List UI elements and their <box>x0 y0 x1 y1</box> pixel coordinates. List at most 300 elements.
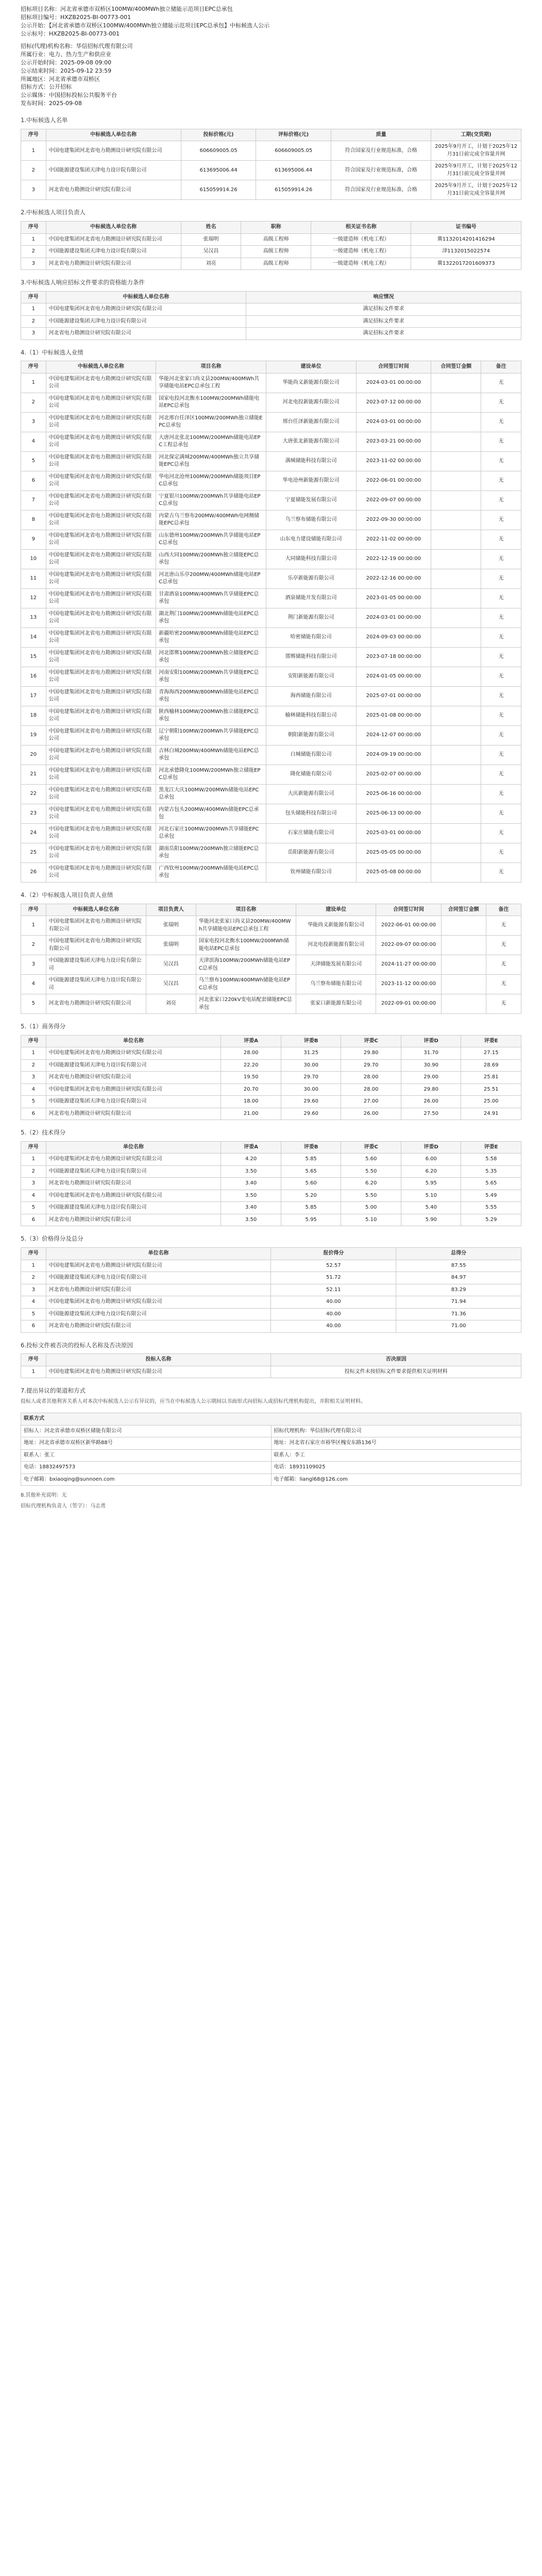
table-cell: 天津滨海100MW/200MWh储能电站EPC总承包 <box>196 955 296 975</box>
table-cell: 华电沧州新能源有限公司 <box>266 471 356 490</box>
contact-cell: 地址：河北省石家庄市裕华区槐安东路136号 <box>271 1437 521 1450</box>
table-cell <box>441 936 486 955</box>
column-header: 备注 <box>481 361 521 374</box>
table-cell: 5.95 <box>281 1214 341 1226</box>
column-header: 序号 <box>21 1035 46 1047</box>
header-block <box>21 5 521 38</box>
table-row <box>21 647 521 667</box>
table-cell: 5.85 <box>281 1202 341 1214</box>
table-cell <box>441 955 486 975</box>
table-cell: 中国能源建设集团天津电力设计院有限公司 <box>46 315 246 328</box>
table-cell: 无 <box>486 916 521 936</box>
table-cell: 5.10 <box>401 1190 461 1202</box>
table-cell: 中国电建集团河北省电力勘测设计研究院有限公司 <box>46 588 156 608</box>
table-cell: 中国电建集团河北省电力勘测设计研究院有限公司 <box>46 373 156 393</box>
table-cell: 无 <box>481 588 521 608</box>
table-cell: 大同储能科技有限公司 <box>266 549 356 569</box>
project-manager-table <box>21 221 521 270</box>
table-cell: 1 <box>21 373 46 393</box>
table-cell: 河北张家口220kV变电站配套储能EPC总承包 <box>196 994 296 1014</box>
table-row <box>21 432 521 451</box>
table-cell: 中国电建集团河北省电力勘测设计研究院有限公司 <box>46 530 156 549</box>
table-cell: 2025-06-16 00:00:00 <box>356 784 431 804</box>
table-cell <box>431 490 481 510</box>
table-cell: 中国电建集团河北省电力勘测设计研究院有限公司 <box>46 936 146 955</box>
table-cell: 中国能源建设集团天津电力设计院有限公司 <box>46 1059 221 1072</box>
table-cell: 5.00 <box>341 1202 401 1214</box>
table-cell: 无 <box>481 725 521 745</box>
table-cell: 中国电建集团河北省电力勘测设计研究院有限公司 <box>46 823 156 843</box>
table-cell: 河北省电力勘测设计研究院有限公司 <box>46 180 181 200</box>
table-cell: 613695006.44 <box>181 161 256 180</box>
table-cell: 山东电力建设储能有限公司 <box>266 530 356 549</box>
table-cell: 18.00 <box>221 1096 281 1108</box>
table-cell: 山西大同100MW/200MWh独立储能EPC总承包 <box>156 549 266 569</box>
table-cell: 无 <box>486 994 521 1014</box>
table-cell: 1 <box>21 303 46 316</box>
table-cell: 国家电投河北衡水100MW/200MWh储能电站EPC总承包 <box>156 393 266 412</box>
table-row <box>21 412 521 432</box>
table-cell: 中国电建集团河北省电力勘测设计研究院有限公司 <box>46 725 156 745</box>
section-title: 5.（2）技术得分 <box>21 1129 66 1137</box>
table-cell: 2023-11-12 00:00:00 <box>376 975 441 994</box>
table-cell: 2024-12-07 00:00:00 <box>356 725 431 745</box>
column-header: 单位名称 <box>46 1141 221 1154</box>
table-cell: 乐亭新能源有限公司 <box>266 569 356 588</box>
contact-cell: 电子邮箱：liangl68@126.com <box>271 1473 521 1486</box>
table-row <box>21 233 521 246</box>
table-cell: 满足招标文件要求 <box>246 303 521 316</box>
table-cell: 中国电建集团河北省电力勘测设计研究院有限公司 <box>46 1047 221 1060</box>
table-cell: 5.20 <box>281 1190 341 1202</box>
table-cell: 5 <box>21 1308 46 1320</box>
table-cell: 1 <box>21 233 46 246</box>
table-cell: 26.00 <box>401 1096 461 1108</box>
column-header: 合同签订金额 <box>441 904 486 916</box>
table-cell: 5.50 <box>341 1190 401 1202</box>
table-cell: 2024-03-01 00:00:00 <box>356 608 431 628</box>
table-cell: 4 <box>21 1296 46 1309</box>
table-cell: 中国能源建设集团天津电力设计院有限公司 <box>46 1165 221 1178</box>
header-line: 公示开始：【河北省承德市双桥区100MW/400MWh独立储能示范项目EPC总承包】中标候选人公示 <box>21 22 270 29</box>
table-cell: 一级建造师（机电工程） <box>311 233 411 246</box>
table-cell: 河北省电力勘测设计研究院有限公司 <box>46 1214 221 1226</box>
table-row <box>21 823 521 843</box>
table-cell: 20 <box>21 745 46 765</box>
table-cell: 中国能源建设集团天津电力设计院有限公司 <box>46 1096 221 1108</box>
table-cell: 21 <box>21 765 46 784</box>
table-row <box>21 1165 521 1178</box>
table-cell: 2 <box>21 1059 46 1072</box>
table-cell: 中国电建集团河北省电力勘测设计研究院有限公司 <box>46 804 156 823</box>
table-row <box>21 804 521 823</box>
table-row <box>21 328 521 340</box>
table-cell: 5.29 <box>461 1214 521 1226</box>
table-cell: 内蒙古包头200MW/400MWh储能EPC总承包 <box>156 804 266 823</box>
table-cell: 28.00 <box>221 1047 281 1060</box>
table-cell: 中国电建集团河北省电力勘测设计研究院有限公司 <box>46 784 156 804</box>
table-cell: 3 <box>21 1178 46 1190</box>
table-cell: 5.60 <box>341 1154 401 1166</box>
table-cell: 5 <box>21 1202 46 1214</box>
business-score-table <box>21 1035 521 1121</box>
column-header: 评委D <box>401 1035 461 1047</box>
table-cell <box>431 530 481 549</box>
table-cell: 5.50 <box>341 1165 401 1178</box>
column-header: 否决原因 <box>271 1354 521 1366</box>
table-cell: 中国电建集团河北省电力勘测设计研究院有限公司 <box>46 303 246 316</box>
meta-line: 公示结束时间：2025-09-12 23:59 <box>21 67 112 74</box>
table-cell: 吴汉昌 <box>181 246 241 258</box>
contact-table <box>21 1413 521 1486</box>
table-cell: 27.50 <box>401 1108 461 1120</box>
table-cell: 中国能源建设集团天津电力设计院有限公司 <box>46 975 146 994</box>
table-cell: 一级建造师（机电工程） <box>311 258 411 270</box>
contact-row <box>21 1437 521 1450</box>
section-title: 5.（3）价格得分及总分 <box>21 1235 83 1243</box>
table-cell: 邯郸储能科技有限公司 <box>266 647 356 667</box>
table-cell: 陕西榆林100MW/200MWh独立储能EPC总承包 <box>156 706 266 725</box>
table-cell <box>431 510 481 530</box>
table-cell: 29.80 <box>341 1047 401 1060</box>
table-cell: 5.10 <box>341 1214 401 1226</box>
table-cell <box>431 393 481 412</box>
table-cell <box>431 451 481 471</box>
table-cell: 6 <box>21 471 46 490</box>
table-cell: 国家电投河北衡水100MW/200MWh储能电站EPC总承包 <box>196 936 296 955</box>
table-cell: 无 <box>481 510 521 530</box>
table-cell: 满足招标文件要求 <box>246 328 521 340</box>
table-cell: 2025-06-13 00:00:00 <box>356 804 431 823</box>
table-row <box>21 955 521 975</box>
table-cell: 隆化储能有限公司 <box>266 765 356 784</box>
price-score-table <box>21 1247 521 1333</box>
meta-line: 招标方式：公开招标 <box>21 83 72 91</box>
table-cell: 中国电建集团河北省电力勘测设计研究院有限公司 <box>46 628 156 647</box>
table-cell: 19 <box>21 725 46 745</box>
table-cell: 哈密储能有限公司 <box>266 628 356 647</box>
table-cell: 无 <box>481 804 521 823</box>
table-cell <box>441 975 486 994</box>
table-cell: 28.00 <box>341 1083 401 1096</box>
column-header: 相关证书名称 <box>311 222 411 234</box>
table-row <box>21 471 521 490</box>
table-cell: 新疆哈密200MW/800MWh储能电站EPC总承包 <box>156 628 266 647</box>
table-cell: 606609005.05 <box>181 141 256 161</box>
table-cell: 中国电建集团河北省电力勘测设计研究院有限公司 <box>46 1154 221 1166</box>
column-header: 响应情况 <box>246 291 521 303</box>
table-cell: 中国电建集团河北省电力勘测设计研究院有限公司 <box>46 608 156 628</box>
table-row <box>21 1202 521 1214</box>
table-cell: 2022-06-01 00:00:00 <box>356 471 431 490</box>
table-cell: 中国电建集团河北省电力勘测设计研究院有限公司 <box>46 843 156 862</box>
table-cell: 投标文件未按招标文件要求提供相关证明材料 <box>271 1366 521 1378</box>
table-cell: 张瑞明 <box>146 916 196 936</box>
column-header: 证书编号 <box>411 222 521 234</box>
table-cell: 5.90 <box>401 1214 461 1226</box>
table-cell <box>431 765 481 784</box>
table-cell: 2 <box>21 246 46 258</box>
table-cell: 华能河北张家口尚义县200MW/400MWh共享储能电站EPC总承包工程 <box>196 916 296 936</box>
table-cell: 4.20 <box>221 1154 281 1166</box>
table-cell: 黑龙江大庆100MW/200MWh储能电站EPC总承包 <box>156 784 266 804</box>
table-cell: 71.36 <box>396 1308 521 1320</box>
table-cell: 10 <box>21 549 46 569</box>
table-cell: 岳阳新能源有限公司 <box>266 843 356 862</box>
table-cell: 5.40 <box>401 1202 461 1214</box>
table-cell: 2 <box>21 315 46 328</box>
table-cell: 中国电建集团河北省电力勘测设计研究院有限公司 <box>46 569 156 588</box>
table-cell: 乌兰察布储能有限公司 <box>296 975 376 994</box>
contact-row <box>21 1449 521 1462</box>
table-cell: 3.50 <box>221 1165 281 1178</box>
table-row <box>21 1059 521 1072</box>
table-cell: 河南安阳100MW/200MWh共享储能EPC总承包 <box>156 667 266 686</box>
table-row <box>21 141 521 161</box>
contact-cell: 电话：18832497573 <box>21 1462 272 1474</box>
table-cell <box>431 412 481 432</box>
table-cell: 无 <box>481 667 521 686</box>
table-row <box>21 1047 521 1060</box>
table-cell: 30.00 <box>281 1083 341 1096</box>
table-cell: 19.50 <box>221 1072 281 1084</box>
table-row <box>21 975 521 994</box>
table-cell <box>431 862 481 882</box>
table-row <box>21 994 521 1014</box>
meta-line: 发布时间：2025-09-08 <box>21 100 82 107</box>
table-cell: 符合国家及行业规范标准，合格 <box>331 180 431 200</box>
table-cell: 中国能源建设集团天津电力设计院有限公司 <box>46 161 181 180</box>
table-cell: 1 <box>21 1260 46 1272</box>
table-cell: 中国电建集团河北省电力勘测设计研究院有限公司 <box>46 765 156 784</box>
table-cell: 无 <box>481 765 521 784</box>
table-cell: 河北邯郸100MW/200MWh独立储能EPC总承包 <box>156 647 266 667</box>
contact-cell: 电子邮箱：bxiaoqing@sunnoen.com <box>21 1473 272 1486</box>
table-cell: 中国电建集团河北省电力勘测设计研究院有限公司 <box>46 686 156 706</box>
table-cell: 5.58 <box>461 1154 521 1166</box>
table-cell: 2024-09-19 00:00:00 <box>356 745 431 765</box>
table-cell <box>431 667 481 686</box>
table-cell: 榆林储能科技有限公司 <box>266 706 356 725</box>
table-cell <box>431 706 481 725</box>
table-cell: 冀1132014201416294 <box>411 233 521 246</box>
table-cell: 无 <box>481 843 521 862</box>
meta-line: 公示开始时间：2025-09-08 09:00 <box>21 59 112 66</box>
table-cell: 中国电建集团河北省电力勘测设计研究院有限公司 <box>46 141 181 161</box>
table-row <box>21 1083 521 1096</box>
table-row <box>21 916 521 936</box>
table-cell: 24.91 <box>461 1108 521 1120</box>
column-header: 序号 <box>21 129 46 141</box>
table-cell: 2024-03-01 00:00:00 <box>356 373 431 393</box>
table-cell: 5.95 <box>401 1178 461 1190</box>
table-row <box>21 1072 521 1084</box>
table-cell: 40.00 <box>271 1296 396 1309</box>
table-row <box>21 1154 521 1166</box>
table-cell: 无 <box>481 823 521 843</box>
table-cell: 内蒙古乌兰察布200MW/400MWh电网侧储能EPC总承包 <box>156 510 266 530</box>
table-row <box>21 549 521 569</box>
column-header: 单位名称 <box>46 1035 221 1047</box>
column-header: 评委C <box>341 1035 401 1047</box>
table-cell: 2025-05-08 00:00:00 <box>356 862 431 882</box>
table-cell: 青海海西200MW/800MWh储能电站EPC总承包 <box>156 686 266 706</box>
table-cell: 中国电建集团河北省电力勘测设计研究院有限公司 <box>46 451 156 471</box>
table-cell: 26.00 <box>341 1108 401 1120</box>
meta-line: 公示媒体：中国招标投标公共服务平台 <box>21 92 117 99</box>
table-cell: 11 <box>21 569 46 588</box>
table-cell: 5.35 <box>461 1165 521 1178</box>
table-row <box>21 530 521 549</box>
table-cell: 5 <box>21 451 46 471</box>
table-cell: 无 <box>481 745 521 765</box>
section-title: 5.（1）商务得分 <box>21 1023 66 1030</box>
table-cell: 6.20 <box>341 1178 401 1190</box>
table-cell: 71.00 <box>396 1320 521 1333</box>
table-cell: 5.60 <box>281 1178 341 1190</box>
column-header: 投标价格(元) <box>181 129 256 141</box>
contact-row <box>21 1425 521 1437</box>
table-cell: 无 <box>481 530 521 549</box>
table-cell: 3 <box>21 180 46 200</box>
table-cell: 2 <box>21 393 46 412</box>
table-cell: 高级工程师 <box>241 246 311 258</box>
table-cell: 湖北荆门100MW/200MWh储能电站EPC总承包 <box>156 608 266 628</box>
table-cell <box>431 647 481 667</box>
table-cell: 河北石家庄100MW/200MWh共享储能EPC总承包 <box>156 823 266 843</box>
table-cell: 1 <box>21 1154 46 1166</box>
table-cell: 河北省电力勘测设计研究院有限公司 <box>46 1320 271 1333</box>
table-cell: 3 <box>21 955 46 975</box>
table-cell: 2 <box>21 1165 46 1178</box>
table-cell: 2025-03-01 00:00:00 <box>356 823 431 843</box>
table-cell: 乌兰察布100MW/400MWh储能电站EPC总承包 <box>196 975 296 994</box>
table-cell: 中国电建集团河北省电力勘测设计研究院有限公司 <box>46 667 156 686</box>
table-cell: 华能尚义新能源有限公司 <box>266 373 356 393</box>
table-cell: 28.00 <box>341 1072 401 1084</box>
table-cell: 津1132015022574 <box>411 246 521 258</box>
table-cell: 中国电建集团河北省电力勘测设计研究院有限公司 <box>46 1260 271 1272</box>
table-cell <box>431 373 481 393</box>
contact-cell: 招标人：河北省承德市双桥区储能有限公司 <box>21 1425 272 1437</box>
column-header: 评委B <box>281 1035 341 1047</box>
column-header: 评标价格(元) <box>256 129 331 141</box>
table-cell: 3 <box>21 328 46 340</box>
objection-text: 投标人或者其他利害关系人对本次中标候选人公示有异议的，应当在中标候选人公示期间以书面形式向招标人或招标代理机构提出，并附相关证明材料。 <box>21 1398 366 1404</box>
table-cell: 52.11 <box>271 1284 396 1296</box>
column-header: 序号 <box>21 904 46 916</box>
table-cell: 2 <box>21 936 46 955</box>
column-header: 评委E <box>461 1035 521 1047</box>
column-header: 序号 <box>21 222 46 234</box>
table-cell: 华能河北张家口尚义县200MW/400MWh共享储能电站EPC总承包工程 <box>156 373 266 393</box>
table-cell: 5.65 <box>281 1165 341 1178</box>
table-cell: 河北邢台任泽区100MW/200MWh独立储能EPC总承包 <box>156 412 266 432</box>
column-header: 质量 <box>331 129 431 141</box>
column-header: 中标候选人单位名称 <box>46 904 146 916</box>
table-cell: 29.70 <box>281 1072 341 1084</box>
table-cell: 3 <box>21 412 46 432</box>
table-cell: 河北省电力勘测设计研究院有限公司 <box>46 328 246 340</box>
table-cell: 22.20 <box>221 1059 281 1072</box>
table-cell: 大庆新能源有限公司 <box>266 784 356 804</box>
contact-cell: 电话：18931109025 <box>271 1462 521 1474</box>
table-cell: 中国电建集团河北省电力勘测设计研究院有限公司 <box>46 647 156 667</box>
table-cell: 满城储能科技有限公司 <box>266 451 356 471</box>
table-row <box>21 1320 521 1333</box>
table-cell: 1 <box>21 1047 46 1060</box>
column-header: 建设单位 <box>296 904 376 916</box>
table-cell: 3.40 <box>221 1202 281 1214</box>
table-cell <box>431 784 481 804</box>
table-cell: 24 <box>21 823 46 843</box>
table-cell: 大唐河北张北100MW/200MWh储能电站EPC工程总承包 <box>156 432 266 451</box>
table-row <box>21 246 521 258</box>
table-cell: 中国电建集团河北省电力勘测设计研究院有限公司 <box>46 510 156 530</box>
column-header: 序号 <box>21 291 46 303</box>
table-cell: 4 <box>21 1190 46 1202</box>
contact-cell: 联系人：张工 <box>21 1449 272 1462</box>
table-cell: 无 <box>486 936 521 955</box>
section-title: 3.中标候选人响应招标文件要求的资格能力条件 <box>21 279 145 286</box>
table-row <box>21 686 521 706</box>
table-cell: 3 <box>21 1284 46 1296</box>
contact-title: 联系方式 <box>21 1413 521 1426</box>
table-cell: 2022-09-30 00:00:00 <box>356 510 431 530</box>
table-row <box>21 765 521 784</box>
table-cell: 宁夏银川100MW/200MWh共享储能电站EPC总承包 <box>156 490 266 510</box>
table-cell: 3.40 <box>221 1178 281 1190</box>
table-cell: 22 <box>21 784 46 804</box>
table-cell: 615059914.26 <box>256 180 331 200</box>
table-cell: 52.57 <box>271 1260 396 1272</box>
table-cell: 5.85 <box>281 1154 341 1166</box>
column-header: 中标候选人单位名称 <box>46 129 181 141</box>
table-cell: 25 <box>21 843 46 862</box>
table-cell: 25.00 <box>461 1096 521 1108</box>
table-cell: 2024-11-27 00:00:00 <box>376 955 441 975</box>
table-row <box>21 569 521 588</box>
table-cell: 张家口新能源有限公司 <box>296 994 376 1014</box>
table-cell: 2022-11-02 00:00:00 <box>356 530 431 549</box>
column-header: 建设单位 <box>266 361 356 374</box>
table-row <box>21 1260 521 1272</box>
table-cell: 3 <box>21 258 46 270</box>
column-header: 报价得分 <box>271 1248 396 1260</box>
table-cell: 无 <box>481 432 521 451</box>
table-cell: 2023-07-12 00:00:00 <box>356 393 431 412</box>
table-cell: 中国能源建设集团天津电力设计院有限公司 <box>46 1272 271 1284</box>
qualification-table <box>21 291 521 340</box>
table-cell: 6 <box>21 1320 46 1333</box>
table-cell: 26 <box>21 862 46 882</box>
table-cell: 中国电建集团河北省电力勘测设计研究院有限公司 <box>46 233 181 246</box>
table-cell <box>431 549 481 569</box>
table-cell: 冀1322017201609373 <box>411 258 521 270</box>
table-cell: 28.69 <box>461 1059 521 1072</box>
table-cell: 615059914.26 <box>181 180 256 200</box>
table-cell: 中国电建集团河北省电力勘测设计研究院有限公司 <box>46 393 156 412</box>
table-cell: 无 <box>486 955 521 975</box>
table-cell: 16 <box>21 667 46 686</box>
table-row <box>21 490 521 510</box>
table-cell: 天津储能发展有限公司 <box>296 955 376 975</box>
table-cell: 2022-12-19 00:00:00 <box>356 549 431 569</box>
column-header: 序号 <box>21 1248 46 1260</box>
table-cell: 2022-09-01 00:00:00 <box>376 994 441 1014</box>
table-cell: 无 <box>481 862 521 882</box>
section-title: 2.中标候选人项目负责人 <box>21 209 86 216</box>
